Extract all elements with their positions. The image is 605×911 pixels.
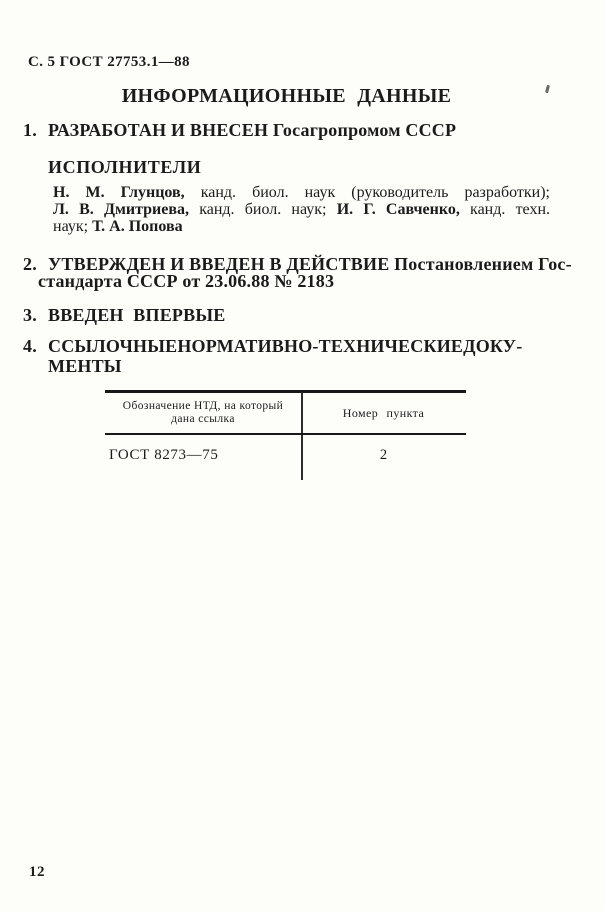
executor-role-2: канд. биол. наук;: [189, 201, 337, 218]
table-header-separator: [105, 433, 466, 435]
numbered-item-3: [23, 306, 225, 325]
item-2-number: 2.: [23, 254, 37, 274]
page-number: 12: [29, 864, 45, 880]
executor-name-dmitrieva: Л. В. Дмитриева,: [53, 201, 190, 218]
item-2-text-line-2: стандарта СССР от 23.06.88 № 2183: [38, 271, 335, 291]
table-header-clause: Номер пункта: [342, 406, 425, 420]
executor-role-4: наук;: [53, 218, 93, 235]
item-4-number: 4.: [23, 336, 37, 356]
executors-heading: ИСПОЛНИТЕЛИ: [48, 157, 202, 177]
executor-name-savchenko: И. Г. Савченко,: [336, 201, 460, 218]
executors-line-3: [53, 218, 550, 235]
item-4-word-3: ДОКУ-: [463, 336, 523, 356]
table-header-designation-line-2: дана ссылка: [171, 413, 235, 425]
item-1-number: 1.: [23, 120, 37, 140]
item-4-text-line-2: МЕНТЫ: [48, 356, 122, 376]
item-1-text: РАЗРАБОТАН И ВНЕСЕН Госагропромом СССР: [48, 120, 457, 140]
table-cell-designation: ГОСТ 8273—75: [109, 447, 219, 463]
item-4-word-2: НОРМАТИВНО-ТЕХНИЧЕСКИЕ: [177, 336, 464, 356]
item-3-number: 3.: [23, 305, 37, 325]
item-3-text: ВВЕДЕН ВПЕРВЫЕ: [48, 305, 226, 325]
executors-line-2: [53, 201, 550, 218]
executor-name-gl untsov: Н. М. Глунцов,: [53, 184, 185, 201]
numbered-item-4: [23, 336, 523, 356]
executor-name-popova: Т. А. Попова: [92, 218, 183, 235]
item-4-first-segment: [23, 337, 177, 356]
executors-paragraph: [53, 184, 550, 235]
running-header: С. 5 ГОСТ 27753.1—88: [28, 54, 190, 70]
reference-table: [105, 390, 466, 482]
item-4-word-1: ССЫЛОЧНЫЕ: [48, 336, 178, 356]
executor-role-1: канд. биол. наук (руководитель разработки);: [184, 184, 551, 201]
item-2-text-line-1: УТВЕРЖДЕН И ВВЕДЕН В ДЕЙСТВИЕ Постановлением Гос-: [48, 254, 572, 274]
page-title: ИНФОРМАЦИОННЫЕ ДАННЫЕ: [121, 85, 452, 107]
table-cell-clause: 2: [379, 447, 388, 463]
executors-line-1: [53, 184, 550, 201]
table-top-border: [105, 390, 466, 393]
numbered-item-1: [23, 121, 456, 140]
table-header-designation-line-1: Обозначение НТД, на который: [122, 400, 284, 412]
table-header-designation: [105, 400, 301, 426]
executor-role-3: канд. техн.: [459, 201, 551, 218]
